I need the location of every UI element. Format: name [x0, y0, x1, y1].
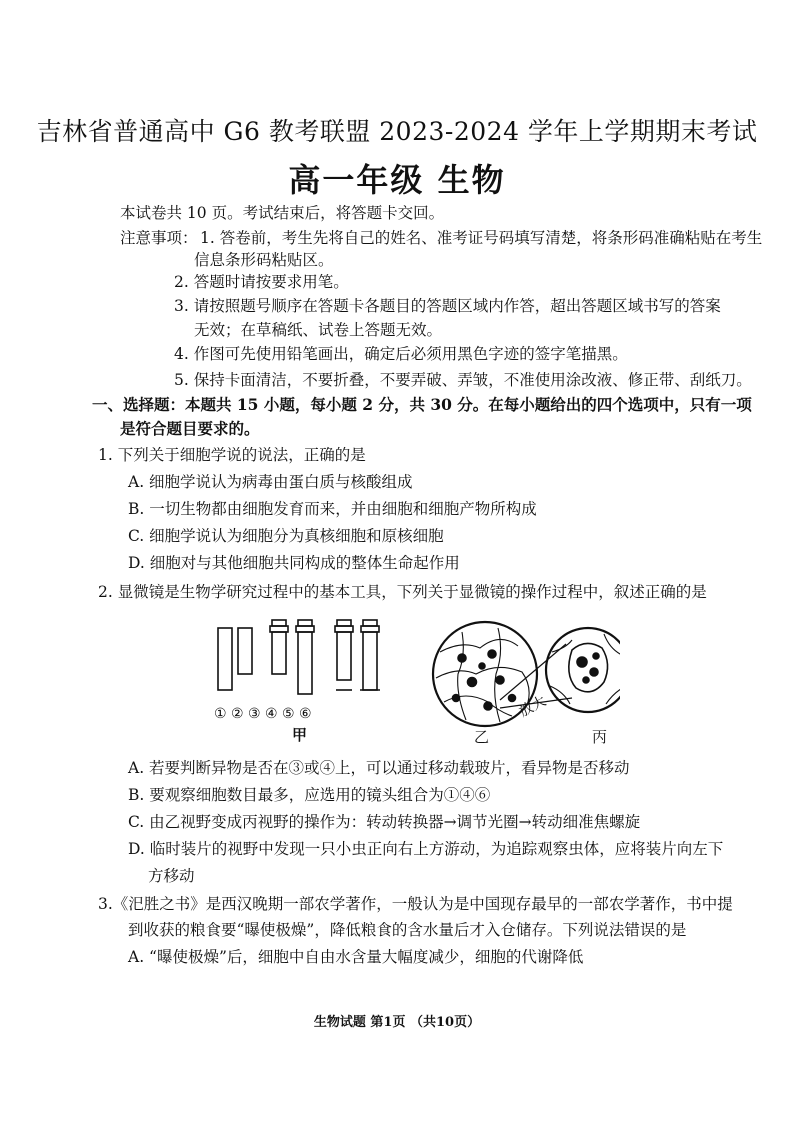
lens-numbers: ① ② ③ ④ ⑤ ⑥ — [214, 706, 312, 722]
question-3-stem: 3.《汜胜之书》是西汉晚期一部农学著作，一般认为是中国现存最早的一部农学著作，书中提 — [98, 895, 733, 913]
note-item: 4. 作图可先使用铅笔画出，确定后必须用黑色字迹的签字笔描黑。 — [174, 345, 628, 363]
section-heading: 一、选择题：本题共 15 小题，每小题 2 分，共 30 分。在每小题给出的四个选项中，只有一项 — [92, 395, 752, 414]
question-2-option: A. 若要判断异物是否在③或④上，可以通过移动载玻片，看异物是否移动 — [128, 759, 630, 777]
figure-label-enlarge: 放大 — [516, 693, 549, 721]
field-of-view-bing — [546, 628, 620, 712]
question-2-option: C. 由乙视野变成丙视野的操作为：转动转换器→调节光圈→转动细准焦螺旋 — [128, 813, 641, 831]
question-1-stem: 1. 下列关于细胞学说的说法，正确的是 — [98, 446, 366, 464]
objective-lens-4 — [296, 620, 314, 694]
note-item: 2. 答题时请按要求用笔。 — [174, 273, 349, 291]
figure-label-yi: 乙 — [474, 728, 490, 746]
objective-lens-3 — [270, 620, 288, 674]
section-heading-cont: 是符合题目要求的。 — [120, 419, 260, 438]
question-3-stem-cont: 到收获的粮食要“曝使极燥”，降低粮食的含水量后才入仓储存。下列说法错误的是 — [128, 921, 687, 939]
intro-text: 本试卷共 10 页。考试结束后，将答题卡交回。 — [120, 204, 445, 222]
note-item: 3. 请按照题号顺序在答题卡各题目的答题区域内作答，超出答题区域书写的答案 — [174, 297, 721, 315]
eyepiece-lens-1 — [218, 628, 232, 690]
note-item: 1. 答卷前，考生先将自己的姓名、准考证号码填写清楚，将条形码准确粘贴在考生 — [200, 229, 763, 247]
figure-label-bing: 丙 — [592, 728, 608, 746]
question-1-option: D. 细胞对与其他细胞共同构成的整体生命起作用 — [128, 554, 460, 572]
question-1-option: C. 细胞学说认为细胞分为真核细胞和原核细胞 — [128, 527, 444, 545]
figure-label-jia: 甲 — [292, 726, 308, 744]
notes-label: 注意事项： — [120, 229, 198, 247]
question-2-stem: 2. 显微镜是生物学研究过程中的基本工具，下列关于显微镜的操作过程中，叙述正确的是 — [98, 583, 707, 601]
note-item: 5. 保持卡面清洁，不要折叠，不要弄破、弄皱，不准使用涂改液、修正带、刮纸刀。 — [174, 371, 752, 389]
question-2-option-cont: 方移动 — [148, 867, 195, 885]
exam-title: 吉林省普通高中 G6 教考联盟 2023-2024 学年上学期期末考试 — [36, 117, 758, 146]
question-1-option: A. 细胞学说认为病毒由蛋白质与核酸组成 — [128, 473, 413, 491]
question-1-option: B. 一切生物都由细胞发育而来，并由细胞和细胞产物所构成 — [128, 500, 537, 518]
page-footer: 生物试题 第1页 （共10页） — [313, 1015, 481, 1030]
exam-subtitle: 高一年级 生物 — [288, 161, 506, 199]
objective-lens-6 — [360, 620, 380, 690]
note-item: 无效；在草稿纸、试卷上答题无效。 — [194, 321, 443, 339]
question-2-option: D. 临时装片的视野中发现一只小虫正向右上方游动，为追踪观察虫体，应将装片向左下 — [128, 840, 724, 858]
note-item: 信息条形码粘贴区。 — [194, 251, 334, 269]
question-3-option: A. “曝使极燥”后，细胞中自由水含量大幅度减少，细胞的代谢降低 — [128, 948, 584, 966]
eyepiece-lens-2 — [238, 628, 252, 674]
objective-lens-5 — [335, 620, 353, 690]
question-2-option: B. 要观察细胞数目最多，应选用的镜头组合为①④⑥ — [128, 786, 491, 804]
microscope-figure — [200, 612, 620, 747]
